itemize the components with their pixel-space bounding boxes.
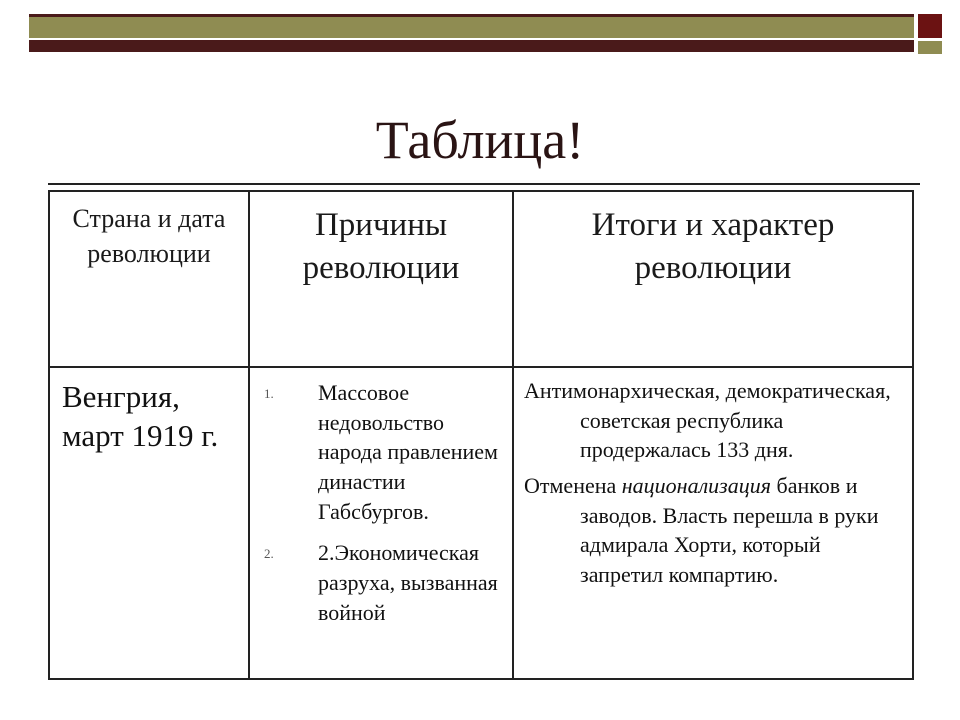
corner-square-olive <box>918 41 942 54</box>
corner-square-red <box>918 14 942 38</box>
cell-country-date <box>49 367 249 679</box>
list-item-text: 2.Экономическая разруха, вызванная войной <box>318 540 498 625</box>
revolution-table <box>48 190 914 680</box>
header-results-label: Итоги и характер революции <box>591 207 835 286</box>
results-paragraph-2-prefix: Отменена <box>524 473 622 499</box>
results-paragraph-1: Антимонархическая, демократическая, советская республика продержалась 133 дня. <box>524 378 891 463</box>
results-paragraph-2-suffix: банков и заводов. Власть перешла в руки адмирала Хорти, который запретил компартию. <box>580 473 879 588</box>
cell-results <box>513 367 913 679</box>
causes-list <box>250 368 512 628</box>
header-cell-causes <box>249 191 513 367</box>
top-banner-stripe <box>29 38 914 40</box>
title-divider <box>48 183 920 185</box>
results-paragraph-2 <box>524 471 904 590</box>
list-item-number: 1. <box>264 386 274 401</box>
country-date-text: Венгрия, март 1919 г. <box>62 379 219 453</box>
results-text <box>514 368 912 590</box>
list-item-text: Массовое недовольство народа правлением династии Габсбургов. <box>318 380 498 524</box>
table-row <box>49 367 913 679</box>
list-item <box>264 538 506 627</box>
table-header-row <box>49 191 913 367</box>
header-cell-country <box>49 191 249 367</box>
header-country-label: Страна и дата революции <box>72 204 226 268</box>
list-item-number: 2. <box>264 546 274 562</box>
list-item <box>264 378 506 526</box>
top-banner-olive-band <box>29 17 914 38</box>
results-emphasis-nationalization: национализация <box>621 473 771 499</box>
header-causes-label: Причины революции <box>302 207 460 286</box>
cell-causes <box>249 367 513 679</box>
header-cell-results <box>513 191 913 367</box>
slide-title: Таблица! <box>375 110 585 170</box>
